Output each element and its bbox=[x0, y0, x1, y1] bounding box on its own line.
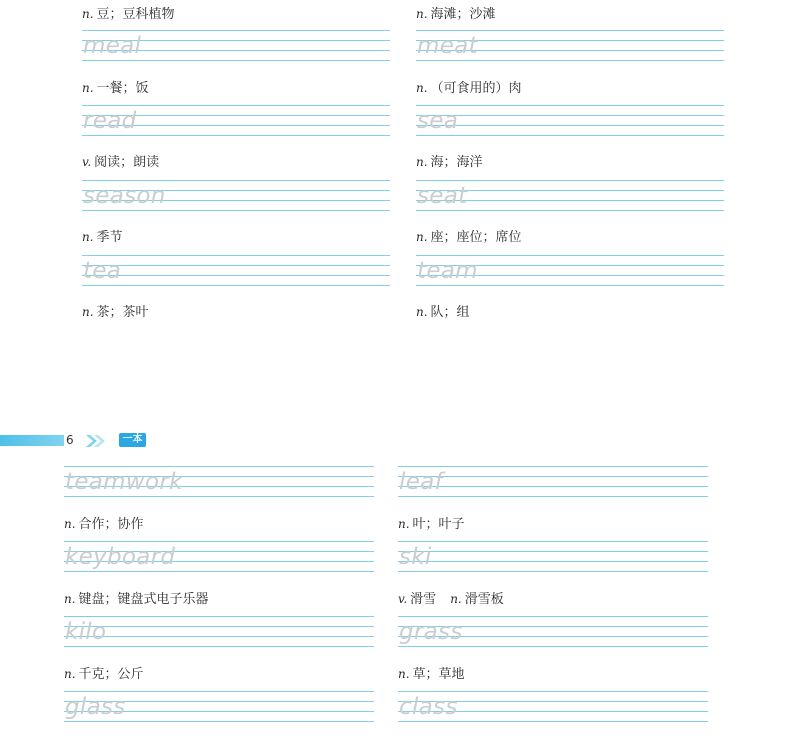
handwriting-lines[interactable] bbox=[82, 105, 390, 139]
handwriting-lines[interactable] bbox=[82, 180, 390, 214]
trace-word: meal bbox=[83, 33, 142, 59]
meaning-row: n. 键盘；键盘式电子乐器 bbox=[64, 592, 209, 607]
meaning-row: n. 豆；豆科植物 bbox=[82, 7, 175, 22]
meaning-row: n. 海滩；沙滩 bbox=[416, 7, 496, 22]
handwriting-lines[interactable] bbox=[64, 691, 374, 725]
handwriting-lines[interactable] bbox=[416, 180, 724, 214]
trace-word: season bbox=[83, 183, 166, 209]
bottom-worksheet-section bbox=[0, 420, 790, 740]
meaning-row: n. 合作；协作 bbox=[64, 517, 144, 532]
handwriting-lines[interactable] bbox=[398, 616, 708, 650]
trace-word: teamwork bbox=[65, 469, 183, 495]
trace-word: sea bbox=[417, 108, 459, 134]
trace-word: leaf bbox=[399, 469, 443, 495]
handwriting-lines[interactable] bbox=[398, 691, 708, 725]
handwriting-lines[interactable] bbox=[82, 255, 390, 289]
handwriting-lines[interactable] bbox=[416, 30, 724, 64]
trace-word: meat bbox=[417, 33, 478, 59]
trace-word: kilo bbox=[65, 619, 107, 645]
meaning-row: n. 一餐；饭 bbox=[82, 81, 149, 96]
handwriting-lines[interactable] bbox=[82, 30, 390, 64]
meaning-row: n. 海；海洋 bbox=[416, 155, 483, 170]
trace-word: keyboard bbox=[65, 544, 176, 570]
meaning-row: n. 茶；茶叶 bbox=[82, 305, 149, 320]
handwriting-lines[interactable] bbox=[416, 255, 724, 289]
trace-word: glass bbox=[65, 694, 126, 720]
handwriting-lines[interactable] bbox=[64, 541, 374, 575]
handwriting-lines[interactable] bbox=[64, 466, 374, 500]
trace-word: read bbox=[83, 108, 137, 134]
top-worksheet-section bbox=[0, 0, 790, 340]
handwriting-lines[interactable] bbox=[398, 466, 708, 500]
trace-word: team bbox=[417, 258, 478, 284]
trace-word: tea bbox=[83, 258, 122, 284]
meaning-row: n. 季节 bbox=[82, 230, 123, 245]
meaning-row: n. 队；组 bbox=[416, 305, 470, 320]
handwriting-lines[interactable] bbox=[416, 105, 724, 139]
meaning-row: n. 草；草地 bbox=[398, 667, 465, 682]
meaning-row: n. 叶；叶子 bbox=[398, 517, 465, 532]
meaning-row: n. 座；座位；席位 bbox=[416, 230, 522, 245]
trace-word: seat bbox=[417, 183, 468, 209]
meaning-row: n. 千克；公斤 bbox=[64, 667, 144, 682]
page-number: 6 bbox=[66, 433, 74, 447]
trace-word: grass bbox=[399, 619, 463, 645]
trace-word: class bbox=[399, 694, 458, 720]
handwriting-lines[interactable] bbox=[398, 541, 708, 575]
brand-logo: 一本 bbox=[119, 433, 146, 447]
meaning-row: v. 滑雪 n. 滑雪板 bbox=[398, 592, 504, 607]
handwriting-lines[interactable] bbox=[64, 616, 374, 650]
trace-word: ski bbox=[399, 544, 432, 570]
meaning-row: n. （可食用的）肉 bbox=[416, 81, 522, 96]
meaning-row: v. 阅读；朗读 bbox=[82, 155, 160, 170]
